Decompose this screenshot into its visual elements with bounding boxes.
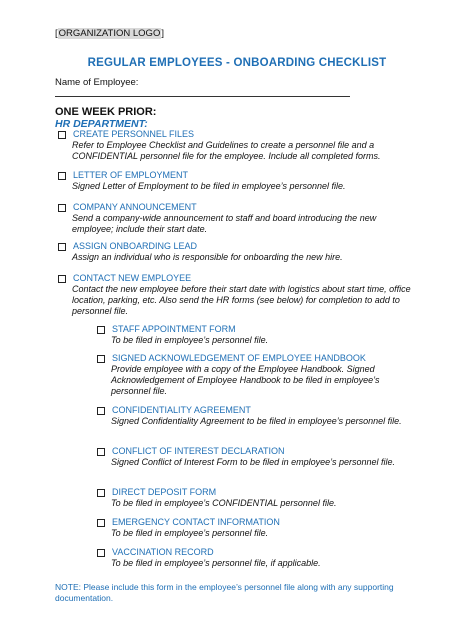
page-title: REGULAR EMPLOYEES - ONBOARDING CHECKLIST xyxy=(87,57,387,69)
item-description: To be filed in employee’s personnel file. xyxy=(111,528,269,538)
checklist-item-create-personnel-files xyxy=(58,129,408,162)
checklist-subitem-vaccination-record xyxy=(97,547,412,569)
item-label: CONFIDENTIALITY AGREEMENT xyxy=(112,405,251,415)
checklist-subitem-employee-handbook xyxy=(97,353,412,397)
item-label: CREATE PERSONNEL FILES xyxy=(73,129,195,139)
logo-left-bracket: [ xyxy=(55,28,58,39)
item-description: Refer to Employee Checklist and Guidelines to create a personnel file and a CONFIDENTIAL personnel file for the employee. Include all completed forms. xyxy=(72,140,381,161)
checkbox[interactable] xyxy=(58,131,66,139)
section-heading: ONE WEEK PRIOR: xyxy=(55,106,157,118)
logo-text: ORGANIZATION LOGO xyxy=(58,28,161,39)
checkbox[interactable] xyxy=(58,275,66,283)
item-description: Signed Confidentiality Agreement to be filed in employee’s personnel file. xyxy=(111,416,402,426)
checkbox[interactable] xyxy=(97,355,105,363)
item-label: SIGNED ACKNOWLEDGEMENT OF EMPLOYEE HANDBOOK xyxy=(112,353,366,363)
organization-logo-placeholder xyxy=(55,28,164,39)
item-description: To be filed in employee’s CONFIDENTIAL personnel file. xyxy=(111,498,337,508)
checklist-subitem-emergency-contact xyxy=(97,517,412,539)
item-description: Signed Conflict of Interest Form to be filed in employee’s personnel file. xyxy=(111,457,395,467)
checkbox[interactable] xyxy=(97,407,105,415)
employee-name-field[interactable] xyxy=(55,96,350,97)
item-description: Contact the new employee before their start date with logistics about start time, office location, parking, etc. Also send the HR forms (see below) for completion to add to personnel file. xyxy=(72,284,411,316)
item-label: ASSIGN ONBOARDING LEAD xyxy=(73,241,198,251)
item-label: EMERGENCY CONTACT INFORMATION xyxy=(112,517,280,527)
checklist-subitem-staff-appointment-form xyxy=(97,324,412,346)
checklist-item-company-announcement xyxy=(58,202,408,235)
item-label: CONFLICT OF INTEREST DECLARATION xyxy=(112,446,285,456)
footer-note: NOTE: Please include this form in the employee’s personnel file along with any supporting documentation. xyxy=(55,582,394,603)
item-description: To be filed in employee’s personnel file. xyxy=(111,335,269,345)
department-heading: HR DEPARTMENT: xyxy=(55,118,148,130)
employee-name-label: Name of Employee: xyxy=(55,77,139,88)
item-description: Provide employee with a copy of the Employee Handbook. Signed Acknowledgement of Employee Handbook to be filed in employee’s personnel file. xyxy=(111,364,380,396)
checkbox[interactable] xyxy=(58,172,66,180)
checkbox[interactable] xyxy=(97,489,105,497)
checkbox[interactable] xyxy=(97,519,105,527)
logo-right-bracket: ] xyxy=(161,28,164,39)
item-label: VACCINATION RECORD xyxy=(112,547,214,557)
item-description: Send a company-wide announcement to staff and board introducing the new employee; include their start date. xyxy=(72,213,377,234)
item-label: DIRECT DEPOSIT FORM xyxy=(112,487,217,497)
checklist-item-letter-of-employment xyxy=(58,170,408,192)
item-label: LETTER OF EMPLOYMENT xyxy=(73,170,189,180)
item-description: To be filed in employee’s personnel file, if applicable. xyxy=(111,558,321,568)
checkbox[interactable] xyxy=(58,204,66,212)
item-description: Assign an individual who is responsible for onboarding the new hire. xyxy=(72,252,343,262)
checkbox[interactable] xyxy=(97,549,105,557)
checkbox[interactable] xyxy=(97,326,105,334)
checkbox[interactable] xyxy=(97,448,105,456)
checklist-subitem-direct-deposit-form xyxy=(97,487,412,509)
checklist-item-contact-new-employee xyxy=(58,273,422,317)
checkbox[interactable] xyxy=(58,243,66,251)
checklist-subitem-conflict-of-interest xyxy=(97,446,412,468)
checklist-subitem-confidentiality-agreement xyxy=(97,405,412,427)
item-label: COMPANY ANNOUNCEMENT xyxy=(73,202,197,212)
item-label: CONTACT NEW EMPLOYEE xyxy=(73,273,192,283)
item-description: Signed Letter of Employment to be filed in employee’s personnel file. xyxy=(72,181,346,191)
checklist-item-assign-onboarding-lead xyxy=(58,241,408,263)
item-label: STAFF APPOINTMENT FORM xyxy=(112,324,236,334)
